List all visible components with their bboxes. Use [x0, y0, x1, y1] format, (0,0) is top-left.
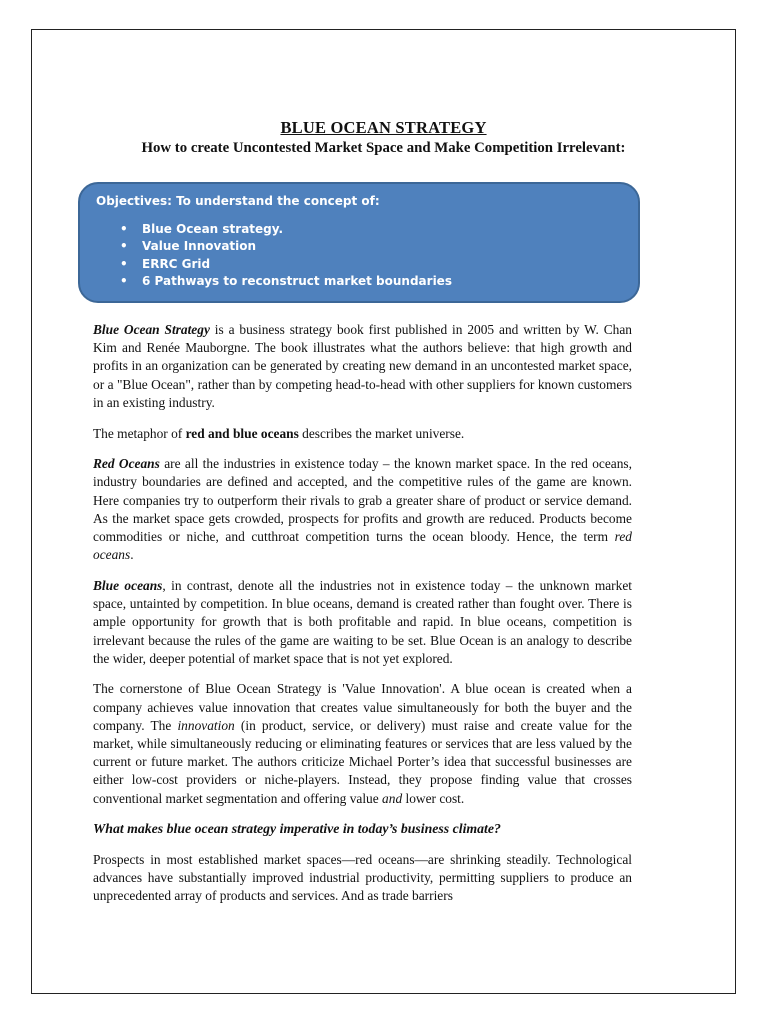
- paragraph-lead: Blue Ocean Strategy: [93, 322, 210, 337]
- paragraph-blue-oceans: [93, 577, 632, 668]
- paragraph-text: .: [130, 547, 134, 563]
- paragraph-red-oceans: [93, 455, 632, 564]
- paragraph-bold: red and blue oceans: [185, 425, 299, 441]
- paragraph-text: describes the market universe.: [298, 425, 465, 441]
- paragraph-italic: red oceans: [93, 529, 632, 563]
- paragraph-text: is a business strategy book first published in 2005 and written by W. Chan Kim and Renée Mauborgne. The book illustrates what the authors believe: that high growth and profits in an organization can be generated by creating new demand in an uncontested market space, or a "Blue Ocean", rather than by competing head-to-head with other suppliers for known customers in an existing industry.: [93, 322, 632, 410]
- body-text: [93, 321, 632, 918]
- objectives-callout: [78, 182, 640, 303]
- paragraph-text: lower cost.: [402, 790, 465, 806]
- page-subtitle: How to create Uncontested Market Space and Make Competition Irrelevant:: [141, 140, 626, 156]
- paragraph-text: are all the industries in existence today – the known market space. In the red oceans, industry boundaries are defined and accepted, and the competitive rules of the game are known. Here companies try to outperform their rivals to grab a greater share of product or service demand. As the market space gets crowded, prospects for profits and growth are reduced. Products become commodities or niche, and cutthroat competition turns the ocean bloody. Hence, the term: [93, 456, 632, 545]
- paragraph-value-innovation: [93, 680, 632, 807]
- objective-item: • 6 Pathways to reconstruct market boundaries: [120, 273, 452, 290]
- objectives-heading: Objectives: To understand the concept of:: [96, 194, 380, 208]
- paragraph-lead: Blue oceans: [93, 577, 163, 593]
- objective-item: • Blue Ocean strategy.: [120, 221, 452, 238]
- section-heading: What makes blue ocean strategy imperative in today’s business climate?: [93, 821, 501, 837]
- paragraph-italic: innovation: [177, 717, 235, 733]
- objective-item: • Value Innovation: [120, 238, 452, 255]
- paragraph-text: The metaphor of: [93, 425, 186, 441]
- document-page: [31, 29, 736, 994]
- paragraph-text: , in contrast, denote all the industries not in existence today – the unknown market space, untainted by competition. In blue oceans, demand is created rather than fought over. There is ample opportunity for growth that is both profitable and rapid. In blue oceans, competition is irrelevant because the rules of the game are waiting to be set. Blue Ocean is an analogy to describe the wider, deeper potential of market space that is not yet explored.: [93, 577, 632, 666]
- paragraph-text: (in product, service, or delivery) must raise and create value for the market, while simultaneously reducing or eliminating features or services that are less valued by the current or future market. The authors criticize Michael Porter’s idea that successful businesses are either low-cost providers or niche-players. Instead, they propose finding value that crosses conventional market segmentation and offering value: [93, 717, 632, 806]
- paragraph-lead: Red Oceans: [93, 456, 160, 472]
- paragraph-intro: [93, 321, 632, 412]
- paragraph-prospects: Prospects in most established market spaces—red oceans—are shrinking steadily. Technological advances have substantially improved industrial productivity, permitting suppliers to produce an unprecedented array of products and services. And as trade barriers: [93, 852, 632, 904]
- objectives-list: [120, 221, 452, 290]
- paragraph-metaphor: [93, 425, 632, 443]
- paragraph-italic: and: [382, 790, 403, 806]
- paragraph-text: The cornerstone of Blue Ocean Strategy is 'Value Innovation'. A blue ocean is created when a company achieves value innovation that creates value simultaneously for both the buyer and the company. The: [93, 681, 632, 733]
- page-title: BLUE OCEAN STRATEGY: [280, 118, 487, 137]
- objective-item: • ERRC Grid: [120, 256, 452, 273]
